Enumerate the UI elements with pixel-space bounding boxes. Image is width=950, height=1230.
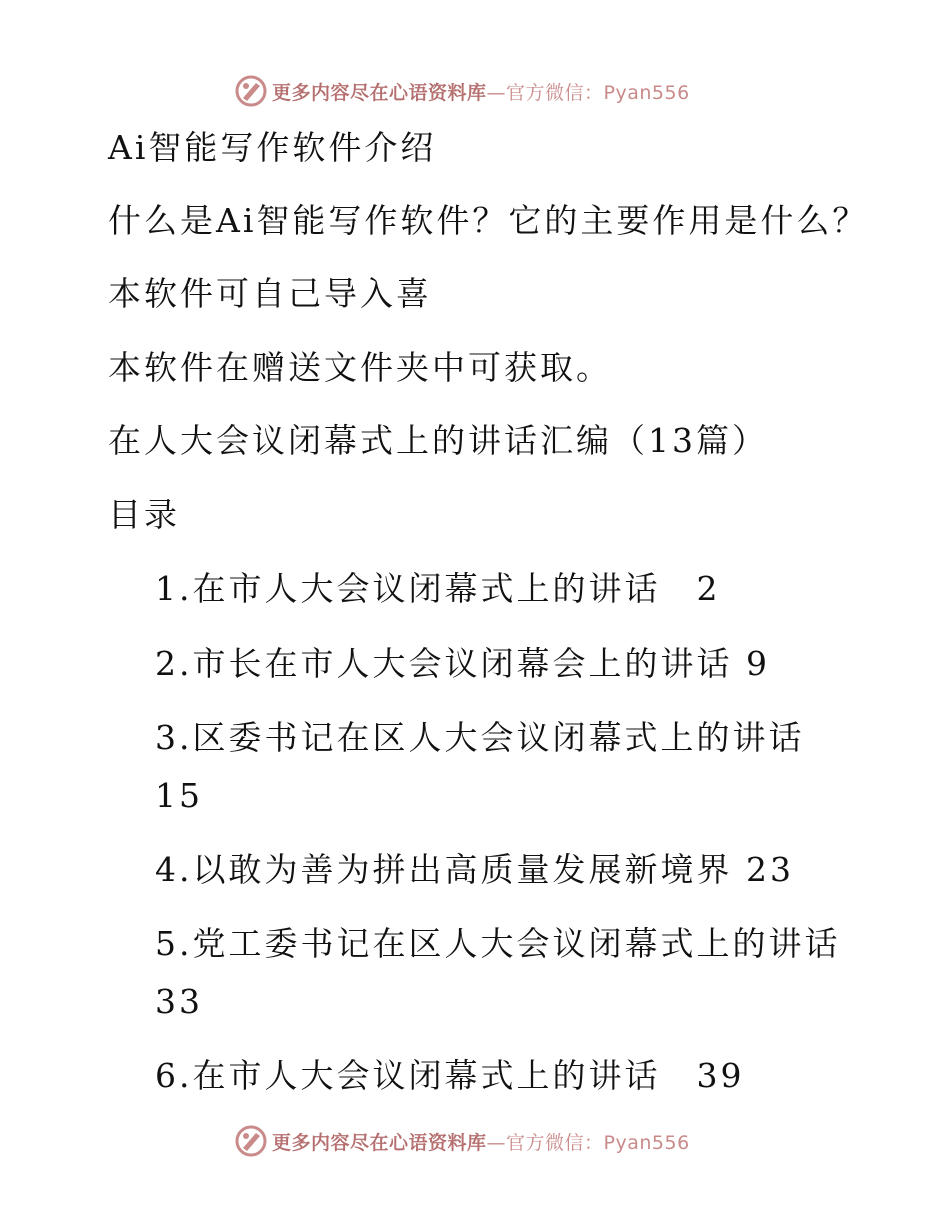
pen-logo-icon <box>234 74 268 108</box>
doc-title: Ai智能写作软件介绍 <box>108 128 437 167</box>
doc-line-import: 本软件可自己导入喜 <box>108 274 432 313</box>
toc-item-3-page: 15 <box>155 776 203 815</box>
toc-item-2: 2.市长在市人大会议闭幕会上的讲话 9 <box>155 644 770 683</box>
toc-heading: 目录 <box>108 495 180 534</box>
doc-question: 什么是Ai智能写作软件？它的主要作用是什么？ <box>108 201 869 240</box>
toc-item-6: 6.在市人大会议闭幕式上的讲话 39 <box>155 1056 745 1095</box>
toc-item-5-page: 33 <box>155 982 203 1021</box>
footer-watermark <box>234 1122 690 1160</box>
watermark-text: 更多内容尽在心语资料库—官方微信：Pyan556 <box>272 81 690 104</box>
pen-logo-icon <box>234 1124 268 1158</box>
toc-item-1: 1.在市人大会议闭幕式上的讲话 2 <box>155 569 721 608</box>
doc-line-obtain: 本软件在赠送文件夹中可获取。 <box>108 348 612 387</box>
toc-item-3: 3.区委书记在区人大会议闭幕式上的讲话 <box>155 718 805 757</box>
toc-item-5: 5.党工委书记在区人大会议闭幕式上的讲话 <box>155 924 841 963</box>
toc-item-4: 4.以敢为善为拼出高质量发展新境界 23 <box>155 850 794 889</box>
compilation-title: 在人大会议闭幕式上的讲话汇编（13篇） <box>108 421 768 460</box>
watermark-text: 更多内容尽在心语资料库—官方微信：Pyan556 <box>272 1131 690 1154</box>
header-watermark <box>234 72 690 110</box>
